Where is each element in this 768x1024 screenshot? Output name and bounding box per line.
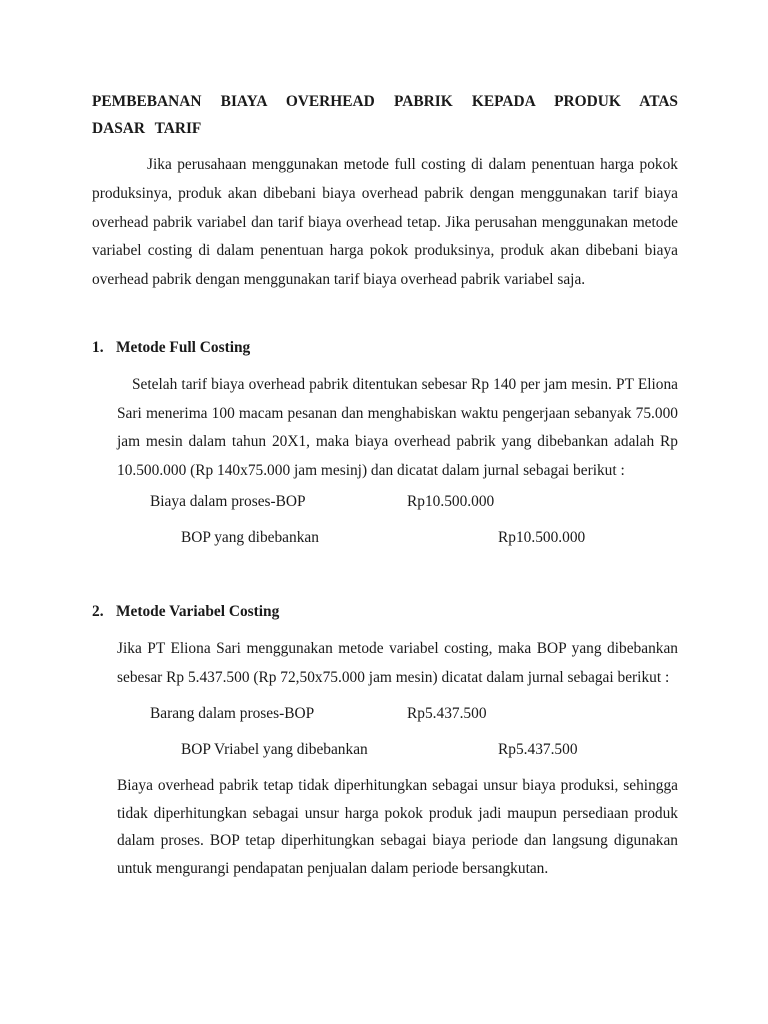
intro-paragraph: Jika perusahaan menggunakan metode full costing di dalam penentuan harga pokok produksinya, produk akan dibebani biaya overhead pabrik dengan menggunakan tarif biaya overhead pabrik variabel dan tarif biaya overhead tetap. Jika perusahan menggunakan metode variabel costing di dalam penentuan harga pokok produksinya, produk akan dibebani biaya overhead pabrik dengan menggunakan tarif biaya overhead pabrik variabel saja. (92, 156, 678, 289)
journal-debit-amount: Rp5.437.500 (407, 705, 487, 722)
journal-credit-account: BOP yang dibebankan (181, 529, 319, 546)
journal-debit-amount: Rp10.500.000 (407, 493, 495, 510)
section-heading-text: Metode Full Costing (116, 339, 251, 356)
journal-credit-amount: Rp10.500.000 (498, 529, 586, 546)
section-heading-variabel-costing (92, 602, 279, 622)
journal-debit-account: Biaya dalam proses-BOP (150, 493, 306, 510)
journal-credit-account: BOP Vriabel yang dibebankan (181, 741, 368, 758)
journal-credit-amount: Rp5.437.500 (498, 741, 578, 758)
section-number: 1. (92, 339, 104, 356)
full-costing-paragraph: Setelah tarif biaya overhead pabrik ditentukan sebesar Rp 140 per jam mesin. PT Eliona Sari menerima 100 macam pesanan dan menghabiskan waktu pengerjaan sebanyak 75.000 jam mesin dalam tahun 20X1, maka biaya overhead pabrik yang dibebankan adalah Rp 10.500.000 (Rp 140x75.000 jam mesinj) dan dicatat dalam jurnal sebagai berikut : (117, 376, 678, 479)
journal-debit-account: Barang dalam proses-BOP (150, 705, 315, 722)
section-number: 2. (92, 603, 104, 620)
section-heading-full-costing (92, 338, 250, 358)
closing-paragraph: Biaya overhead pabrik tetap tidak diperhitungkan sebagai unsur biaya produksi, sehingga tidak diperhitungkan sebagai unsur harga pokok produk jadi maupun persediaan produk dalam proses. BOP tetap diperhitungkan sebagai biaya periode dan langsung digunakan untuk mengurangi pendapatan penjualan dalam periode bersangkutan. (117, 777, 678, 877)
document-title: PEMBEBANAN BIAYA OVERHEAD PABRIK KEPADA PRODUK ATAS DASAR TARIF (92, 93, 678, 137)
section-heading-text: Metode Variabel Costing (116, 603, 280, 620)
variabel-costing-paragraph: Jika PT Eliona Sari menggunakan metode variabel costing, maka BOP yang dibebankan sebesar Rp 5.437.500 (Rp 72,50x75.000 jam mesin) dicatat dalam jurnal sebagai berikut : (117, 640, 678, 686)
